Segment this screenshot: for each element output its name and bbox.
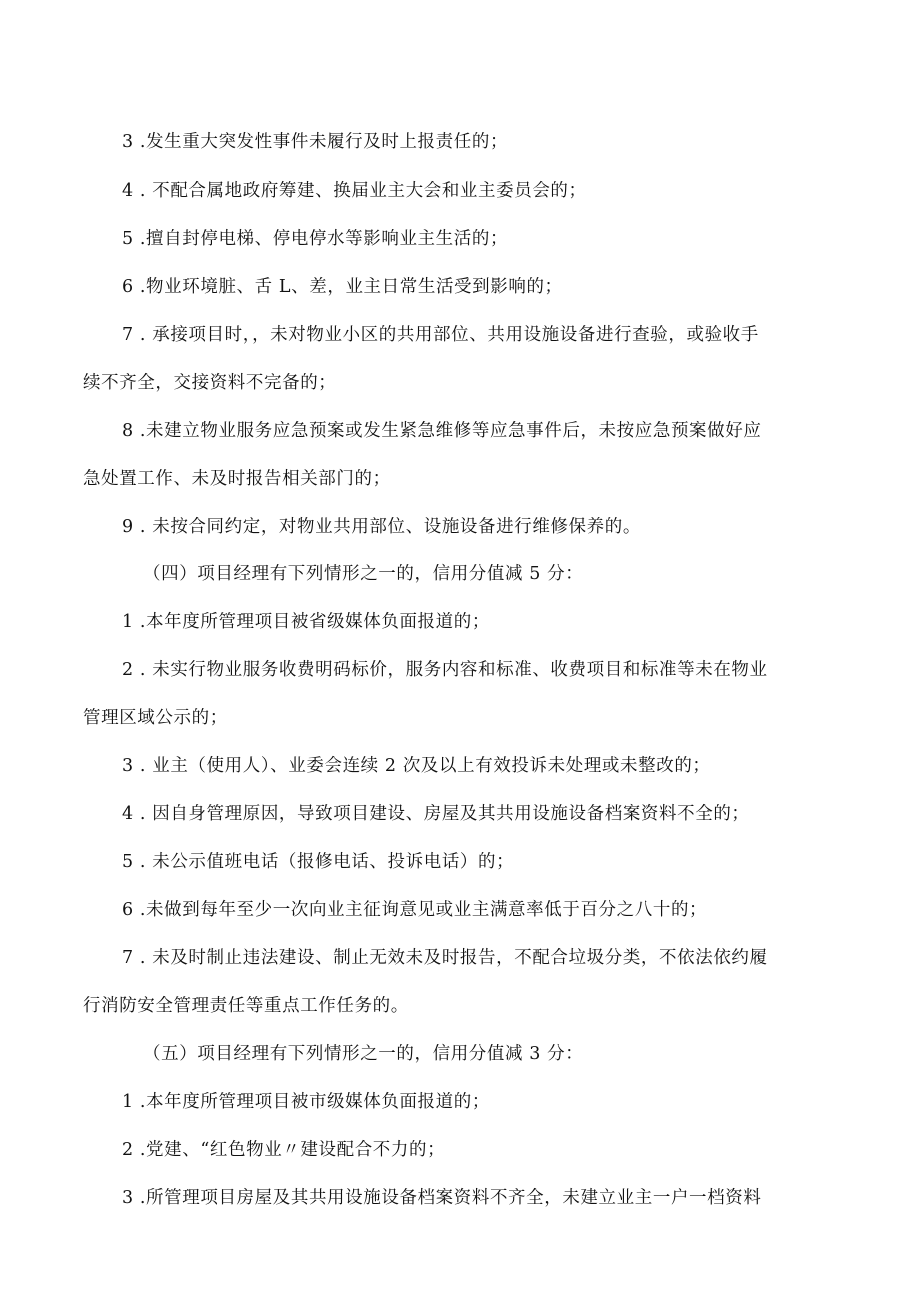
section-4-heading: （四）项目经理有下列情形之一的，信用分值减 5 分： xyxy=(143,564,584,584)
item-8-continuation: 急处置工作、未及时报告相关部门的； xyxy=(83,469,391,489)
section-4-item-1: 1 .本年度所管理项目被省级媒体负面报道的； xyxy=(122,612,490,632)
item-7-handover-inspection: 7 . 承接项目时，，未对物业小区的共用部位、共用设施设备进行查验，或验收手 xyxy=(122,325,759,345)
section-4-item-6: 6 .未做到每年至少一次向业主征询意见或业主满意率低于百分之八十的； xyxy=(122,900,708,920)
section-5-item-3: 3 .所管理项目房屋及其共用设施设备档案资料不齐全，未建立业主一户一档资料 xyxy=(122,1188,762,1208)
section-4-item-4: 4 . 因自身管理原因，导致项目建设、房屋及其共用设施设备档案资料不全的； xyxy=(122,804,750,824)
item-7-continuation: 续不齐全，交接资料不完备的； xyxy=(83,373,337,393)
section-4-item-7: 7 . 未及时制止违法建设、制止无效未及时报告，不配合垃圾分类，不依法依约履 xyxy=(122,948,768,968)
item-6-environment: 6 .物业环境脏、舌 L、差，业主日常生活受到影响的； xyxy=(122,277,563,297)
item-3-unreported-emergency: 3 .发生重大突发性事件未履行及时上报责任的； xyxy=(122,132,509,152)
item-9-maintenance: 9 . 未按合同约定，对物业共用部位、设施设备进行维修保养的。 xyxy=(122,517,641,537)
item-8-emergency-plan: 8 .未建立物业服务应急预案或发生紧急维修等应急事件后，未按应急预案做好应 xyxy=(122,421,762,441)
section-4-item-7-continuation: 行消防安全管理责任等重点工作任务的。 xyxy=(83,996,409,1016)
section-5-item-2: 2 .党建、“红色物业〃建设配合不力的； xyxy=(122,1140,446,1160)
section-4-item-3: 3 . 业主（使用人）、业委会连续 2 次及以上有效投诉未处理或未整改的； xyxy=(122,756,711,776)
item-4-owners-assembly: 4 . 不配合属地政府筹建、换届业主大会和业主委员会的； xyxy=(122,181,587,201)
section-5-item-1: 1 .本年度所管理项目被市级媒体负面报道的； xyxy=(122,1092,490,1112)
section-4-item-2-continuation: 管理区域公示的； xyxy=(83,708,228,728)
section-5-heading: （五）项目经理有下列情形之一的，信用分值减 3 分： xyxy=(143,1044,584,1064)
item-5-elevator-water-shutdown: 5 .擅自封停电梯、停电停水等影响业主生活的； xyxy=(122,229,509,249)
section-4-item-5: 5 . 未公示值班电话（报修电话、投诉电话）的； xyxy=(122,852,515,872)
section-4-item-2: 2 . 未实行物业服务收费明码标价，服务内容和标准、收费项目和标准等未在物业 xyxy=(122,660,768,680)
